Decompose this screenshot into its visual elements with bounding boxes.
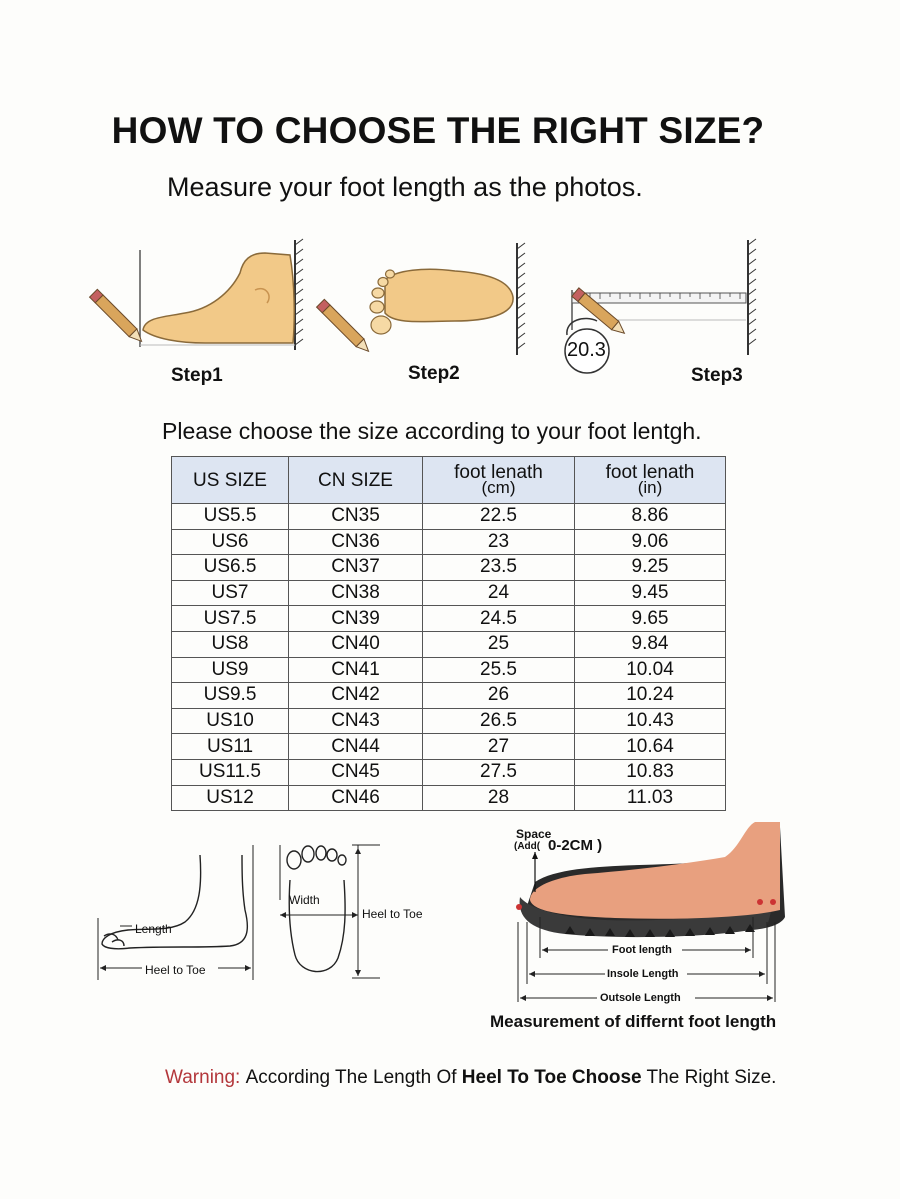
cell-foot-length-cm: 25.5 — [423, 657, 575, 683]
step2-illustration — [317, 243, 525, 355]
table-header-row — [172, 457, 726, 504]
step3-reading: 20.3 — [567, 339, 606, 361]
cell-foot-length-in: 8.86 — [575, 504, 726, 530]
label-width: Width — [289, 893, 320, 907]
cell-cn-size: CN41 — [289, 657, 423, 683]
label-add: (Add( — [514, 841, 541, 852]
cell-foot-length-cm: 28 — [423, 785, 575, 811]
cell-us-size: US7.5 — [172, 606, 289, 632]
table-row — [172, 504, 726, 530]
table-row — [172, 708, 726, 734]
cell-us-size: US7 — [172, 580, 289, 606]
label-outsole-length: Outsole Length — [600, 992, 681, 1004]
step1-label: Step1 — [171, 365, 223, 386]
table-row — [172, 683, 726, 709]
cell-foot-length-cm: 24.5 — [423, 606, 575, 632]
table-row — [172, 734, 726, 760]
cell-foot-length-in: 9.45 — [575, 580, 726, 606]
cell-foot-length-cm: 23 — [423, 529, 575, 555]
cell-foot-length-in: 10.64 — [575, 734, 726, 760]
header-cn-size: CN SIZE — [289, 457, 423, 504]
table-row — [172, 529, 726, 555]
table-row — [172, 785, 726, 811]
warning-text-before: According The Length Of — [245, 1067, 462, 1088]
cell-foot-length-in: 10.83 — [575, 759, 726, 785]
table-row — [172, 580, 726, 606]
shoe-caption: Measurement of differnt foot length — [490, 1012, 777, 1031]
page-title: HOW TO CHOOSE THE RIGHT SIZE? — [111, 110, 765, 151]
cell-cn-size: CN45 — [289, 759, 423, 785]
cell-foot-length-cm: 25 — [423, 631, 575, 657]
table-row — [172, 759, 726, 785]
cell-foot-length-cm: 26 — [423, 683, 575, 709]
header-foot-length-in: foot lenath (in) — [575, 457, 726, 504]
table-row — [172, 657, 726, 683]
cell-cn-size: CN36 — [289, 529, 423, 555]
label-space: Space — [516, 827, 552, 841]
cell-cn-size: CN37 — [289, 555, 423, 581]
table-row — [172, 606, 726, 632]
cell-foot-length-in: 10.43 — [575, 708, 726, 734]
warning-text-after: The Right Size. — [641, 1067, 777, 1088]
cell-cn-size: CN39 — [289, 606, 423, 632]
cell-foot-length-in: 10.04 — [575, 657, 726, 683]
cell-cn-size: CN42 — [289, 683, 423, 709]
cell-foot-length-cm: 27 — [423, 734, 575, 760]
cell-foot-length-in: 10.24 — [575, 683, 726, 709]
cell-foot-length-cm: 24 — [423, 580, 575, 606]
cell-foot-length-in: 9.84 — [575, 631, 726, 657]
warning-text — [165, 1067, 776, 1089]
side-foot-outline — [102, 855, 247, 949]
label-insole-length: Insole Length — [607, 968, 679, 980]
warning-bold: Heel To Toe Choose — [461, 1067, 642, 1088]
cell-us-size: US5.5 — [172, 504, 289, 530]
cell-us-size: US11.5 — [172, 759, 289, 785]
cell-us-size: US6 — [172, 529, 289, 555]
warning-label: Warning: — [165, 1067, 241, 1088]
cell-cn-size: CN35 — [289, 504, 423, 530]
size-table-body — [172, 504, 726, 811]
cell-foot-length-in: 11.03 — [575, 785, 726, 811]
cell-us-size: US6.5 — [172, 555, 289, 581]
label-heel-to-toe: Heel to Toe — [145, 963, 206, 977]
label-space-value: 0-2CM ) — [548, 837, 603, 854]
label-heel-to-toe-2: Heel to Toe — [362, 907, 423, 921]
cell-foot-length-cm: 23.5 — [423, 555, 575, 581]
cell-cn-size: CN46 — [289, 785, 423, 811]
table-row — [172, 555, 726, 581]
cell-us-size: US10 — [172, 708, 289, 734]
label-foot-length: Foot length — [612, 944, 672, 956]
cell-us-size: US9 — [172, 657, 289, 683]
cell-cn-size: CN43 — [289, 708, 423, 734]
instruction-text: Please choose the size according to your foot lentgh. — [162, 418, 702, 444]
header-us-size: US SIZE — [172, 457, 289, 504]
cell-foot-length-cm: 22.5 — [423, 504, 575, 530]
cell-cn-size: CN38 — [289, 580, 423, 606]
label-length: Length — [135, 922, 172, 936]
cell-foot-length-cm: 26.5 — [423, 708, 575, 734]
cell-us-size: US8 — [172, 631, 289, 657]
cell-foot-length-cm: 27.5 — [423, 759, 575, 785]
cell-cn-size: CN40 — [289, 631, 423, 657]
step2-label: Step2 — [408, 363, 460, 384]
cell-foot-length-in: 9.25 — [575, 555, 726, 581]
cell-us-size: US12 — [172, 785, 289, 811]
top-foot-outline — [287, 846, 346, 972]
size-table — [171, 456, 726, 811]
cell-us-size: US11 — [172, 734, 289, 760]
cell-foot-length-in: 9.65 — [575, 606, 726, 632]
cell-cn-size: CN44 — [289, 734, 423, 760]
subtitle: Measure your foot length as the photos. — [167, 172, 643, 202]
step1-illustration — [90, 239, 303, 350]
cell-foot-length-in: 9.06 — [575, 529, 726, 555]
step3-label: Step3 — [691, 365, 743, 386]
table-row — [172, 631, 726, 657]
cell-us-size: US9.5 — [172, 683, 289, 709]
header-foot-length-cm: foot lenath (cm) — [423, 457, 575, 504]
